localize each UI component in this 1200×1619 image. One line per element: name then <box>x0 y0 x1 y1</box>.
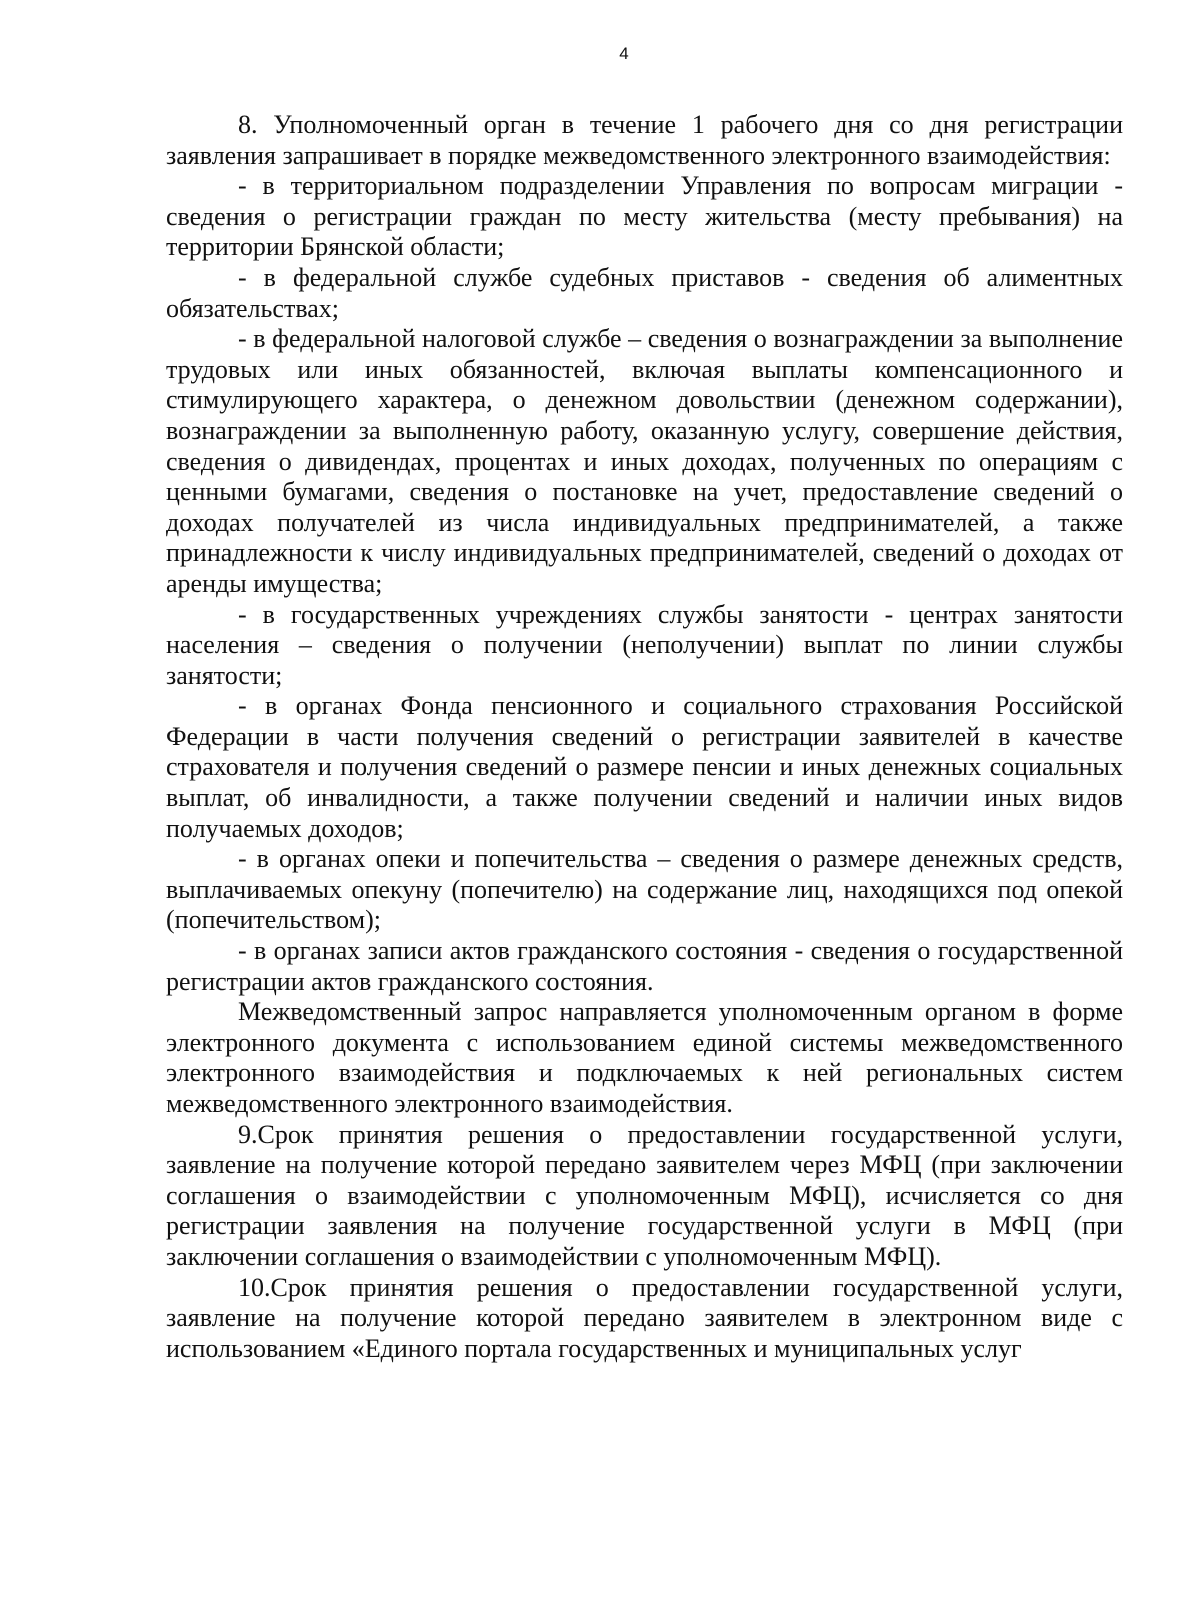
page-number: 4 <box>619 44 629 63</box>
paragraph-guardianship: - в органах опеки и попечительства – сведения о размере денежных средств, выплачиваемых опекуну (попечителю) на содержание лиц, находящихся под опекой (попечительством); <box>166 844 1123 935</box>
paragraph-interagency-request: Межведомственный запрос направляется уполномоченным органом в форме электронного документа с использованием единой системы межведомственного электронного взаимодействия и подключаемых к ней региональных систем межведомственного электронного взаимодействия. <box>166 997 1123 1118</box>
paragraph-9-mfc-term: 9.Срок принятия решения о предоставлении государственной услуги, заявление на получение которой передано заявителем через МФЦ (при заключении соглашения о взаимодействии с уполномоченным МФЦ), исчисляется со дня регистрации заявления на получение государственной услуги в МФЦ (при заключении соглашения о взаимодействии с уполномоченным МФЦ). <box>166 1119 1123 1271</box>
paragraph-employment-service: - в государственных учреждениях службы занятости - центрах занятости населения – сведения о получении (неполучении) выплат по линии службы занятости; <box>166 599 1123 690</box>
paragraph-10-portal-term: 10.Срок принятия решения о предоставлении государственной услуги, заявление на получение которой передано заявителем в электронном виде с использованием «Единого портала государственных и муниципальных услуг <box>166 1272 1123 1363</box>
paragraph-civil-registry: - в органах записи актов гражданского состояния - сведения о государственной регистрации актов гражданского состояния. <box>166 936 1123 996</box>
paragraph-migration-office: - в территориальном подразделении Управления по вопросам миграции - сведения о регистрации граждан по месту жительства (месту пребывания) на территории Брянской области; <box>166 171 1123 262</box>
paragraph-bailiffs-service: - в федеральной службе судебных приставов - сведения об алиментных обязательствах; <box>166 262 1123 323</box>
paragraph-pension-fund: - в органах Фонда пенсионного и социального страхования Российской Федерации в части получения сведений о регистрации заявителей в качестве страхователя и получения сведений о размере пенсии и иных денежных социальных выплат, об инвалидности, а также получении сведений и наличии иных видов получаемых доходов; <box>166 691 1123 843</box>
paragraph-8-intro: 8. Уполномоченный орган в течение 1 рабочего дня со дня регистрации заявления запрашивает в порядке межведомственного электронного взаимодействия: <box>166 110 1123 170</box>
document-body <box>166 110 1123 1364</box>
paragraph-tax-service: - в федеральной налоговой службе – сведения о вознаграждении за выполнение трудовых или иных обязанностей, включая выплаты компенсационного и стимулирующего характера, о денежном довольствии (денежном содержании), вознаграждении за выполненную работу, оказанную услугу, совершение действия, сведения о дивидендах, процентах и иных доходах, полученных по операциям с ценными бумагами, сведения о постановке на учет, предоставление сведений о доходах получателей из числа индивидуальных предпринимателей, а также принадлежности к числу индивидуальных предпринимателей, сведений о доходах от аренды имущества; <box>166 324 1123 598</box>
